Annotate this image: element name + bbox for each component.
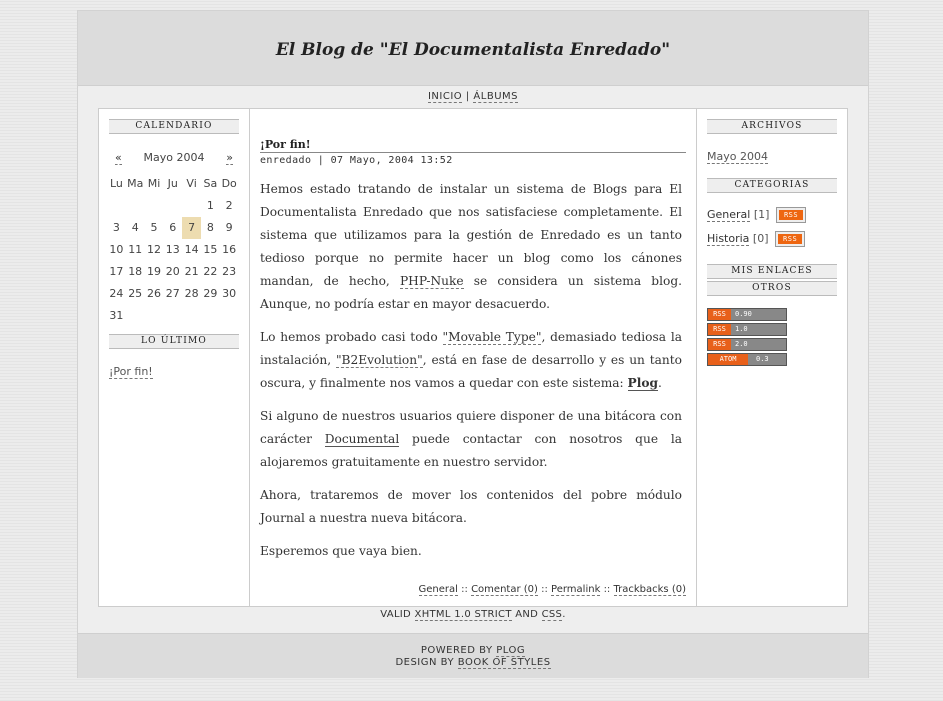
post-paragraph: Esperemos que vaya bien. [260,544,422,558]
calendar-day: 14 [184,243,199,256]
feed-tag: ATOM [708,354,748,365]
calendar-next-link[interactable]: » [226,151,233,164]
category-count: [1] [753,208,770,221]
nav-separator: | [465,91,470,102]
calendar-weekday: Vi [186,177,197,190]
post-meta: enredado | 07 Mayo, 2004 13:52 [260,155,453,166]
post-paragraph [260,178,682,316]
phpnuke-link[interactable]: PHP-Nuke [399,274,464,288]
latest-posts-title: LO ÚLTIMO [109,334,239,349]
calendar-month-label: Mayo 2004 [143,151,205,164]
right-sidebar [696,109,848,606]
b2evolution-link[interactable]: "B2Evolution" [335,353,423,367]
calendar-empty-cell [220,305,239,327]
calendar-empty-cell [126,305,145,327]
valid-and: AND [515,609,539,620]
calendar-day: 21 [184,265,199,278]
calendar-day: 17 [109,265,124,278]
calendar-empty-cell [145,195,164,217]
post-text: . [657,376,662,390]
post-paragraph [260,326,682,395]
calendar-day: 3 [112,221,120,234]
calendar-day-today[interactable]: 7 [182,217,201,239]
design-prefix: DESIGN BY [395,657,455,668]
footer-separator: :: [541,584,548,595]
calendar-empty-cell [126,195,145,217]
calendar-day: 29 [203,287,218,300]
left-sidebar [99,109,250,606]
powered-prefix: POWERED BY [420,645,493,656]
post-permalink-link[interactable]: Permalink [551,584,601,595]
calendar-weekday: Ju [167,177,178,190]
post-paragraph [260,405,682,474]
post-title: ¡Por fin! [260,138,686,153]
feed-tag: RSS [708,309,731,320]
calendar-day: 4 [131,221,139,234]
archives-title: ARCHIVOS [707,119,837,134]
calendar-day: 13 [165,243,180,256]
design-by [78,657,868,668]
feed-button-atom-03[interactable] [707,353,787,366]
calendar-day: 16 [222,243,237,256]
calendar-day: 5 [150,221,158,234]
main-content [250,109,696,606]
calendar-day: 19 [146,265,161,278]
valid-prefix: VALID [380,609,412,620]
post-text: , está en fase de desarrollo y es un tanto oscura, y finalmente nos vamos a quedar con este sistema: [260,353,682,390]
nav-home-link[interactable]: INICIO [427,91,463,102]
feed-button-rss-090[interactable] [707,308,787,321]
my-links-title: MIS ENLACES [707,264,837,279]
calendar-day: 25 [128,287,143,300]
archive-may-2004-link[interactable]: Mayo 2004 [707,150,768,163]
post-category-link[interactable]: General [418,584,458,595]
calendar-empty-cell [163,195,182,217]
calendar-day: 2 [225,199,233,212]
calendar-empty-cell [201,305,220,327]
post-text: Si alguno de nuestros usuarios quiere disponer de una bitácora con carácter [260,409,682,446]
category-count: [0] [752,232,769,245]
post-footer [419,584,686,595]
category-general-link[interactable]: General [707,208,751,221]
calendar-empty-cell [163,305,182,327]
post-text: , demasiado tediosa la instalación, [260,330,682,367]
calendar-day: 26 [146,287,161,300]
category-row-historia [707,232,804,248]
footer-separator: :: [461,584,468,595]
calendar-day: 23 [222,265,237,278]
post-trackbacks-link[interactable]: Trackbacks (0) [613,584,686,595]
calendar-day: 22 [203,265,218,278]
calendar-day: 27 [165,287,180,300]
calendar-day: 11 [128,243,143,256]
calendar-day: 9 [225,221,233,234]
calendar-weekday: Do [221,177,237,190]
footer [78,633,868,678]
post-text: Hemos estado tratando de instalar un sistema de Blogs para El Documentalista Enredado que nos satisfaciese completamente. El sistema que utilizamos para la gestión de Enredado es un tanto tedioso porque no permite hacer un blog como los cánones mandan, de hecho, [260,182,682,288]
calendar-title: CALENDARIO [109,119,239,134]
book-of-styles-link[interactable]: BOOK OF STYLES [457,657,551,668]
calendar-day: 18 [128,265,143,278]
post-text: se considera un sistema blog. Aunque, no podría estar en mayor desacuerdo. [260,274,682,311]
valid-dot: . [562,609,566,620]
calendar-day: 8 [206,221,214,234]
post-paragraph: Ahora, trataremos de mover los contenidos del pobre módulo Journal a nuestra nueva bitácora. [260,488,682,525]
calendar-day: 15 [203,243,218,256]
blog-title: El Blog de "El Documentalista Enredado" [275,40,671,60]
calendar-weekday: Sa [203,177,218,190]
post-text: puede contactar con nosotros que la alojaremos gratuitamente en nuestro servidor. [260,432,682,469]
post-body [260,178,682,573]
calendar-empty-cell [182,305,201,327]
calendar-day: 20 [165,265,180,278]
calendar-day: 12 [146,243,161,256]
page [77,10,869,678]
calendar-grid [107,173,239,327]
calendar-day: 28 [184,287,199,300]
content-container [98,108,848,607]
feed-version: 1.0 [735,325,748,333]
plog-footer-link[interactable]: PLOG [496,645,526,656]
calendar-empty-cell [182,195,201,217]
category-row-general [707,208,805,224]
post-comment-link[interactable]: Comentar (0) [471,584,538,595]
calendar-day: 6 [169,221,177,234]
feed-version: 2.0 [735,340,748,348]
feed-button-rss-20[interactable] [707,338,787,351]
rss-feed-icon[interactable]: RSS [777,208,805,222]
feed-button-rss-10[interactable] [707,323,787,336]
calendar-prev-link[interactable]: « [115,151,122,164]
xhtml-valid-link[interactable]: XHTML 1.0 STRICT [414,609,512,620]
calendar-weekday: Lu [109,177,123,190]
validation-line [78,609,868,620]
feed-tag: RSS [708,339,731,350]
plog-link[interactable]: Plog [627,376,658,390]
calendar-weekday: Ma [127,177,144,190]
feed-version: 0.90 [735,310,752,318]
feed-version: 0.3 [756,355,769,363]
calendar-empty-cell [145,305,164,327]
documental-link[interactable]: Documental [324,432,400,446]
category-historia-link[interactable]: Historia [707,232,750,245]
post-text: Lo hemos probado casi todo [260,330,443,344]
feed-tag: RSS [708,324,731,335]
calendar-day: 1 [206,199,214,212]
calendar-day: 31 [109,309,124,322]
css-valid-link[interactable]: CSS [541,609,563,620]
calendar-day: 24 [109,287,124,300]
movable-type-link[interactable]: "Movable Type" [442,330,542,344]
calendar-empty-cell [107,195,126,217]
calendar-weekday: Mi [147,177,161,190]
calendar-day: 30 [222,287,237,300]
calendar-month-nav [109,151,239,165]
footer-separator: :: [603,584,611,595]
powered-by [78,645,868,656]
calendar-day: 10 [109,243,124,256]
others-title: OTROS [707,281,837,296]
rss-feed-icon[interactable]: RSS [776,232,804,246]
nav-albums-link[interactable]: ÁLBUMS [473,91,518,102]
latest-post-link[interactable]: ¡Por fin! [109,365,153,378]
header [78,11,868,86]
top-navigation [78,91,868,102]
categories-title: CATEGORIAS [707,178,837,193]
